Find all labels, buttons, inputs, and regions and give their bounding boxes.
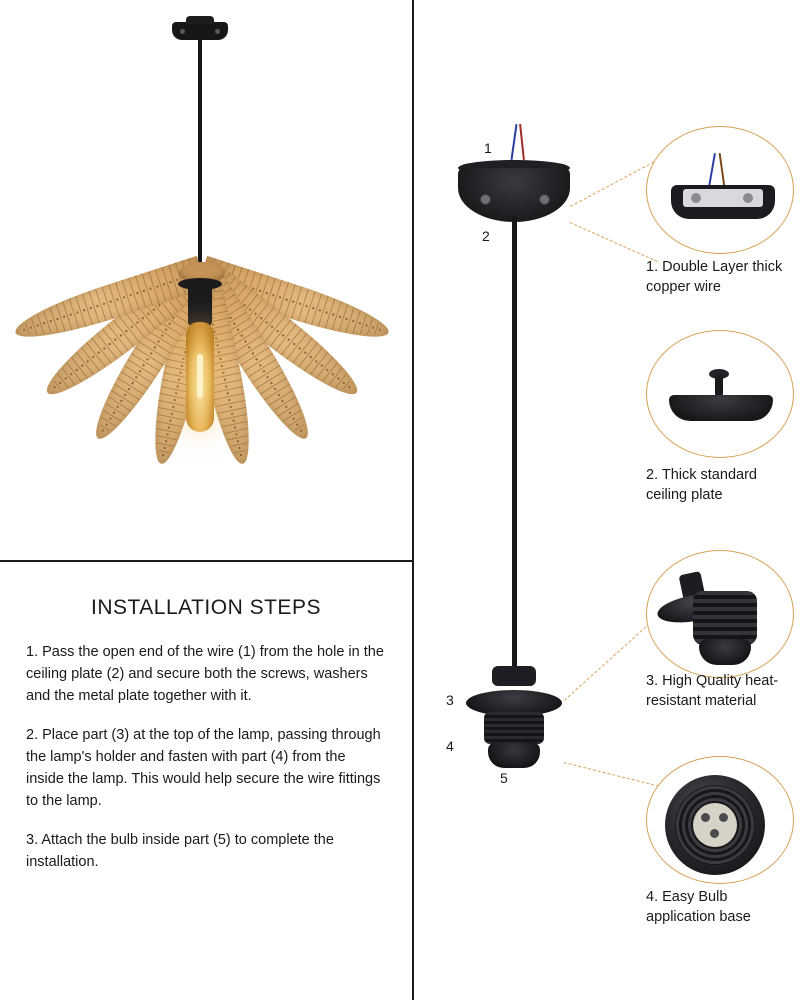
product-photo [0, 0, 412, 560]
installation-step-1: 1. Pass the open end of the wire (1) from the hole in the ceiling plate (2) and secure both the screws, washers and the metal plate together with it. [26, 644, 384, 704]
wire-lead-brown [519, 124, 525, 160]
canopy-screw-right [539, 194, 550, 205]
callout4-contact-center [710, 829, 719, 838]
callout-circle-3 [646, 550, 794, 678]
callout-circle-2 [646, 330, 794, 458]
bulb-filament [197, 354, 203, 398]
installation-step-3: 3. Attach the bulb inside part (5) to complete the installation. [26, 832, 334, 870]
wire-lead-blue [511, 124, 518, 160]
pendant-cord [512, 216, 517, 676]
callout-circle-1 [646, 126, 794, 254]
callout1-screw-right [743, 193, 753, 203]
callout1-wire-blue [708, 153, 716, 187]
callout3-base [699, 639, 751, 665]
edison-bulb [186, 322, 214, 432]
holder-ring-part-4 [484, 712, 544, 744]
callout1-screw-left [691, 193, 701, 203]
part-number-5: 5 [500, 770, 508, 786]
callout4-contact-left [701, 813, 710, 822]
part-number-2: 2 [482, 228, 490, 244]
cup-screw-right [215, 29, 220, 34]
part-number-4: 4 [446, 738, 454, 754]
callout4-socket-core [693, 803, 737, 847]
socket-body [188, 282, 212, 326]
callout-label-2: 2. Thick standard ceiling plate [646, 467, 757, 503]
cup-screw-left [180, 29, 185, 34]
suspension-cord [198, 40, 202, 290]
callout4-contact-right [719, 813, 728, 822]
callout-circle-4 [646, 756, 794, 884]
callout3-threaded-ring [693, 591, 757, 645]
canopy-screw-left [480, 194, 491, 205]
callout2-ceiling-plate [669, 395, 773, 421]
callout-label-4: 4. Easy Bulb application base [646, 889, 751, 925]
assembly-illustration [414, 0, 604, 820]
ceiling-plate [458, 168, 570, 222]
part-number-1: 1 [484, 140, 492, 156]
installation-steps-title: INSTALLATION STEPS [91, 596, 321, 619]
copper-wire-leads [507, 124, 531, 164]
assembly-diagram-panel [414, 0, 800, 1000]
ceiling-cup [172, 22, 228, 40]
holder-cap [492, 666, 536, 686]
part-number-3: 3 [446, 692, 454, 708]
installation-steps-panel [0, 562, 412, 1000]
callout-label-3: 3. High Quality heat-resistant material [646, 673, 779, 709]
callout1-wire-brown [719, 153, 726, 187]
callout-label-1: 1. Double Layer thick copper wire [646, 259, 783, 295]
callout2-stem [715, 375, 723, 397]
bulb-base-part-5 [488, 742, 540, 768]
installation-step-2: 2. Place part (3) at the top of the lamp, passing through the lamp's holder and fasten with part (4) from the inside the lamp. This would help secure the wire fittings to the lamp. [26, 727, 381, 809]
